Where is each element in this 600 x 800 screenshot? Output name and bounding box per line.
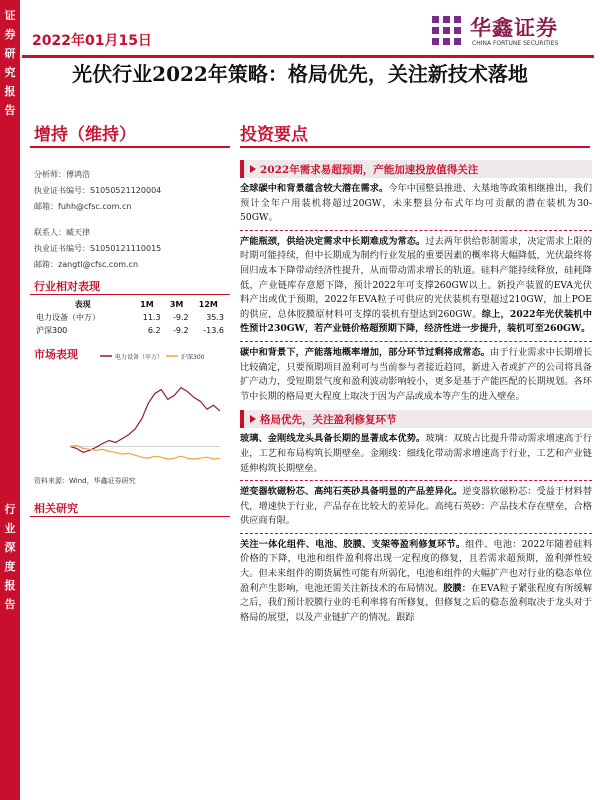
- related-rule: [30, 516, 230, 517]
- report-date: 2022年01月15日: [32, 33, 152, 49]
- brand-name-cn: 华鑫证券: [470, 16, 558, 40]
- dashed-divider: [240, 230, 592, 231]
- contact-name: 联系人：臧天律: [34, 228, 90, 237]
- right-column-rule: [240, 146, 590, 148]
- chart-source-note: 资料来源：Wind，华鑫证券研究: [34, 477, 136, 485]
- legend-label: 电力设备（申万）: [115, 354, 164, 361]
- brand-logo: [432, 14, 592, 50]
- performance-rule: [30, 294, 230, 295]
- subsection-heading-1: 2022年需求易超预期，产能加速投放值得关注: [240, 160, 592, 178]
- performance-table: [34, 298, 226, 337]
- rating: 增持（维持）: [34, 125, 136, 145]
- table-cell: -13.6: [203, 326, 224, 335]
- market-heading: 市场表现: [34, 348, 78, 361]
- analyst-email: 邮箱：fuhh@cfsc.com.cn: [34, 202, 132, 211]
- section-title: 投资要点: [240, 125, 308, 145]
- paragraph: 全球碳中和背景蕴含较大潜在需求。今年中国整县推进、大基地等政策相继推出，我们预计全年户用装机将超过20GW，未来整县分布式年均可贡献的潜在装机为30-50GW。: [240, 183, 593, 224]
- table-cell: -9.2: [173, 326, 189, 335]
- legend-label: 沪深300: [181, 354, 205, 361]
- table-row: [34, 311, 226, 324]
- market-chart: [30, 346, 230, 476]
- series-line: [70, 445, 220, 459]
- brand-name-en: CHINA FORTUNE SECURITIES: [472, 40, 559, 47]
- table-header-cell: 1M: [140, 300, 154, 309]
- series-line: [70, 388, 220, 453]
- table-cell: 35.3: [206, 313, 224, 322]
- dashed-divider: [240, 341, 592, 342]
- related-research-heading: 相关研究: [34, 502, 78, 515]
- table-cell: 6.2: [147, 326, 161, 335]
- table-header-cell: 3M: [169, 300, 184, 309]
- paragraph: 玻璃、金刚线龙头具备长期的显著成本优势。玻璃：双玻占比提升带动需求增速高于行业，工艺和布局构筑长期壁垒。金刚线：细线化带动需求增速高于行业，工艺和产业链延伸构筑长期壁垒。: [240, 433, 593, 474]
- side-label-research-report: 证券研究报告: [4, 9, 16, 117]
- table-row: [34, 324, 226, 337]
- dashed-divider: [240, 480, 592, 481]
- paragraph: 碳中和背景下，产能落地概率增加，部分环节过剩将成常态。由于行业需求中长期增长比较确定，只要预期项目盈利可与当前参与者接近趋同，新进入者或扩产的公司将具备扩产动力，受短期景气度和盈利波动影响较小，更多是基于产能匹配的长期规划。各环节中长期的格局更大程度上取决于因为产品或成本等产生的进入壁垒。: [240, 346, 593, 402]
- triangle-icon: [250, 165, 256, 173]
- paragraph: 关注一体化组件、电池、胶膜、支架等盈利修复环节。组件、电池：2022年随着硅料价格的下降，电池和组件盈利将出现一定程度的修复，且若需求超预期，盈利弹性较大。但未来组件的期货属性可能有所弱化，电池和组件的大幅扩产也对行业的稳态单位盈利产生影响，电池还需关注新技术的布局情况。胶膜：在EVA粒子紧张程度有所缓解之后，我们预计胶膜行业的毛利率将有所修复，但修复之后的稳态盈利取决于龙头对于格局的展望，以及产业链扩产的情况。跟踪: [240, 538, 593, 623]
- table-header-cell: 表现: [74, 300, 91, 309]
- table-cell: 11.3: [142, 313, 161, 322]
- table-cell: 沪深300: [36, 326, 68, 335]
- analyst-name: 分析师：傅鸿浩: [34, 170, 90, 179]
- triangle-icon: [250, 415, 256, 423]
- header-rule: [22, 55, 594, 58]
- contact-license: 执业证书编号：S1050121110015: [34, 244, 162, 253]
- report-title: 光伏行业2022年策略：格局优先，关注新技术落地: [72, 62, 528, 86]
- dashed-divider: [240, 533, 592, 534]
- table-header-row: [34, 298, 226, 311]
- table-cell: 电力设备（中万）: [36, 313, 100, 322]
- brand-mark-icon: [432, 16, 462, 46]
- table-header-cell: 12M: [198, 300, 218, 309]
- subsection-heading-2: 格局优先，关注盈利修复环节: [240, 410, 592, 428]
- investment-points: [240, 160, 592, 629]
- analyst-info: [34, 167, 230, 273]
- paragraph: 产能瓶颈，供给决定需求中长期难成为常态。过去两年供给彰制需求，决定需求上限的时期可能持续，但中长期成为制约行业发展的重要因素的概率将大幅降低，光伏最终将回归成本下降带动经济性提升，从而带动需求增长的轨道。硅料产能持续释放，硅耗降低，产业链库存意愿下降，预计2022年可支撑260GW以上。新投产装置的EVA光伏料产出或优于预期，2022年EVA粒子可供应的光伏装机有望超过210GW，加上POE的供应，总体胶膜原材料可支撑的装机有望达到260GW。综上，2022年光伏装机中性预计230GW，若产业链价格超预期下降，经济性进一步提升，装机可至260GW。: [240, 235, 593, 335]
- side-label-report-type: 行业深度报告: [4, 503, 16, 611]
- analyst-license: 执业证书编号：S1050521120004: [34, 186, 162, 195]
- paragraph: 逆变器软磁粉芯、高纯石英砂具备明显的产品差异化。逆变器软磁粉芯：受益于材料替代，增速快于行业，产品存在比较大的差异化。高纯石英砂：产品技术存在壁垒，合格供应商有限。: [240, 486, 593, 527]
- left-column-rule: [30, 146, 230, 148]
- performance-heading: 行业相对表现: [34, 280, 100, 293]
- side-strip: [0, 0, 20, 800]
- contact-email: 邮箱：zangtl@cfsc.com.cn: [34, 260, 139, 269]
- table-cell: -9.2: [173, 313, 189, 322]
